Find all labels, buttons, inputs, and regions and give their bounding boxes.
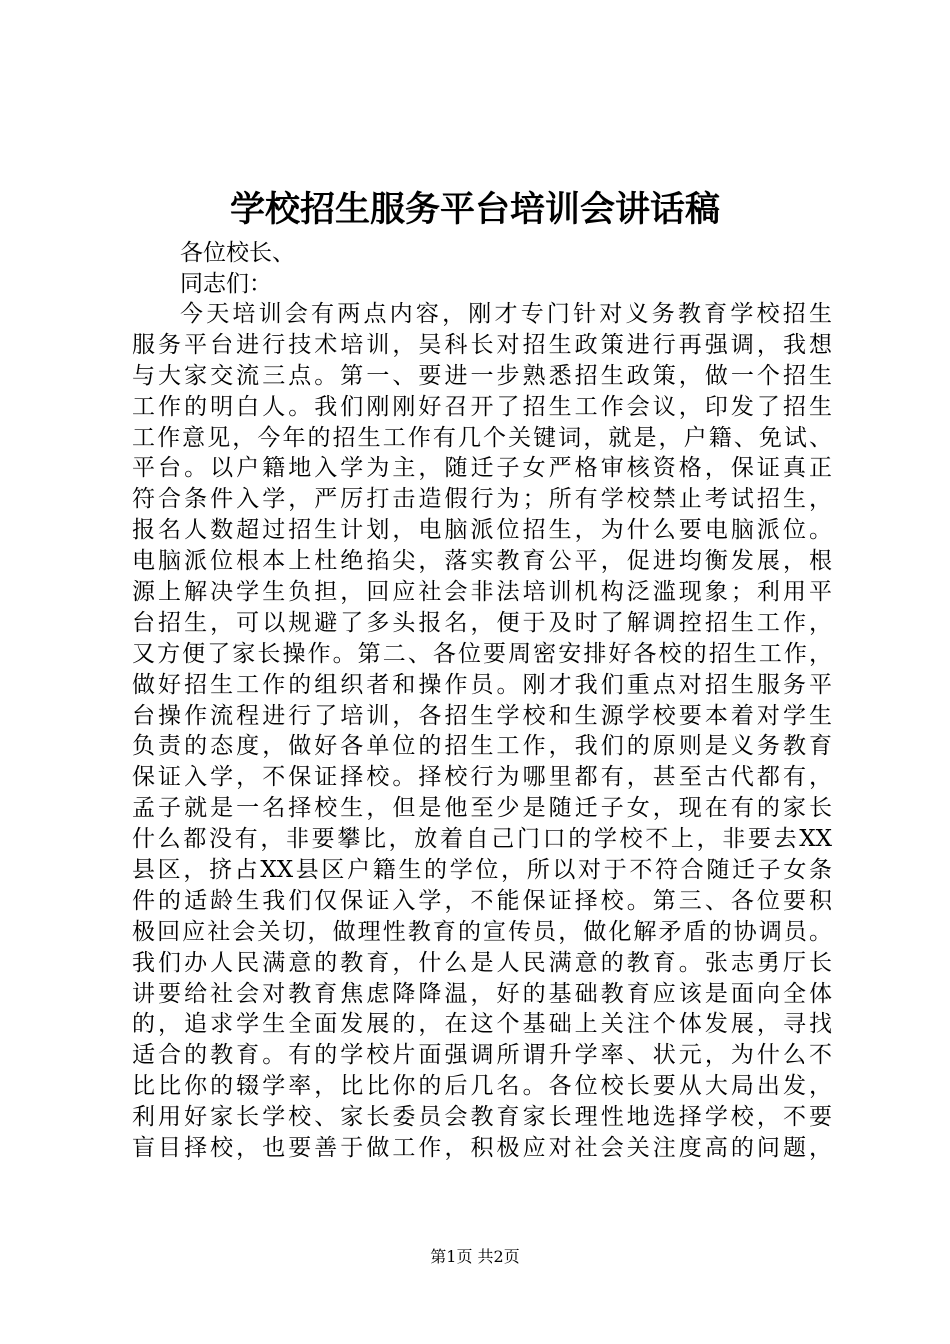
body-line: 服务平台进行技术培训，吴科长对招生政策进行再强调，我想 (132, 331, 832, 358)
body-line: 什么都没有，非要攀比，放着自己门口的学校不上，非要去XX (132, 826, 832, 853)
body-line: 县区，挤占XX县区户籍生的学位，所以对于不符合随迁子女条 (132, 857, 832, 884)
body-line: 比比你的辍学率，比比你的后几名。各位校长要从大局出发， (132, 1073, 832, 1100)
body-line: 的，追求学生全面发展的，在这个基础上关注个体发展，寻找 (132, 1011, 832, 1038)
body-line: 平台。以户籍地入学为主，随迁子女严格审核资格，保证真正 (132, 455, 832, 482)
body-line: 工作意见，今年的招生工作有几个关键词，就是，户籍、免试、 (132, 424, 832, 451)
salutation-principals: 各位校长、 (180, 240, 295, 266)
body-line: 适合的教育。有的学校片面强调所谓升学率、状元，为什么不 (132, 1042, 832, 1069)
body-line: 符合条件入学，严厉打击造假行为；所有学校禁止考试招生， (132, 486, 832, 513)
body-line: 极回应社会关切，做理性教育的宣传员，做化解矛盾的协调员。 (132, 918, 832, 945)
document-title: 学校招生服务平台培训会讲话稿 (229, 189, 720, 230)
body-line: 与大家交流三点。第一、要进一步熟悉招生政策，做一个招生 (132, 362, 832, 389)
body-line: 利用好家长学校、家长委员会教育家长理性地选择学校，不要 (132, 1104, 832, 1131)
body-line: 台操作流程进行了培训，各招生学校和生源学校要本着对学生 (132, 702, 832, 729)
body-line: 电脑派位根本上杜绝掐尖，落实教育公平，促进均衡发展，根 (132, 548, 832, 575)
body-line: 件的适龄生我们仅保证入学，不能保证择校。第三、各位要积 (132, 887, 832, 914)
body-line: 负责的态度，做好各单位的招生工作，我们的原则是义务教育 (132, 733, 832, 760)
body-line: 孟子就是一名择校生，但是他至少是随迁子女，现在有的家长 (132, 795, 832, 822)
body-line: 做好招生工作的组织者和操作员。刚才我们重点对招生服务平 (132, 671, 832, 698)
body-line: 台招生，可以规避了多头报名，便于及时了解调控招生工作， (132, 609, 832, 636)
body-line: 盲目择校，也要善于做工作，积极应对社会关注度高的问题， (132, 1135, 832, 1162)
body-line: 保证入学，不保证择校。择校行为哪里都有，甚至古代都有， (132, 764, 832, 791)
body-line: 我们办人民满意的教育，什么是人民满意的教育。张志勇厅长 (132, 949, 832, 976)
body-line: 源上解决学生负担，回应社会非法培训机构泛滥现象；利用平 (132, 579, 832, 606)
body-line: 报名人数超过招生计划，电脑派位招生，为什么要电脑派位。 (132, 517, 832, 544)
body-line: 讲要给社会对教育焦虑降降温，好的基础教育应该是面向全体 (132, 980, 832, 1007)
body-line: 今天培训会有两点内容，刚才专门针对义务教育学校招生 (180, 301, 832, 327)
salutation-comrades: 同志们： (180, 271, 272, 297)
body-line: 工作的明白人。我们刚刚好召开了招生工作会议，印发了招生 (132, 393, 832, 420)
body-paragraph (132, 299, 832, 1164)
page-number-footer: 第1页 共2页 (430, 1247, 520, 1266)
body-line: 又方便了家长操作。第二、各位要周密安排好各校的招生工作， (132, 640, 832, 667)
